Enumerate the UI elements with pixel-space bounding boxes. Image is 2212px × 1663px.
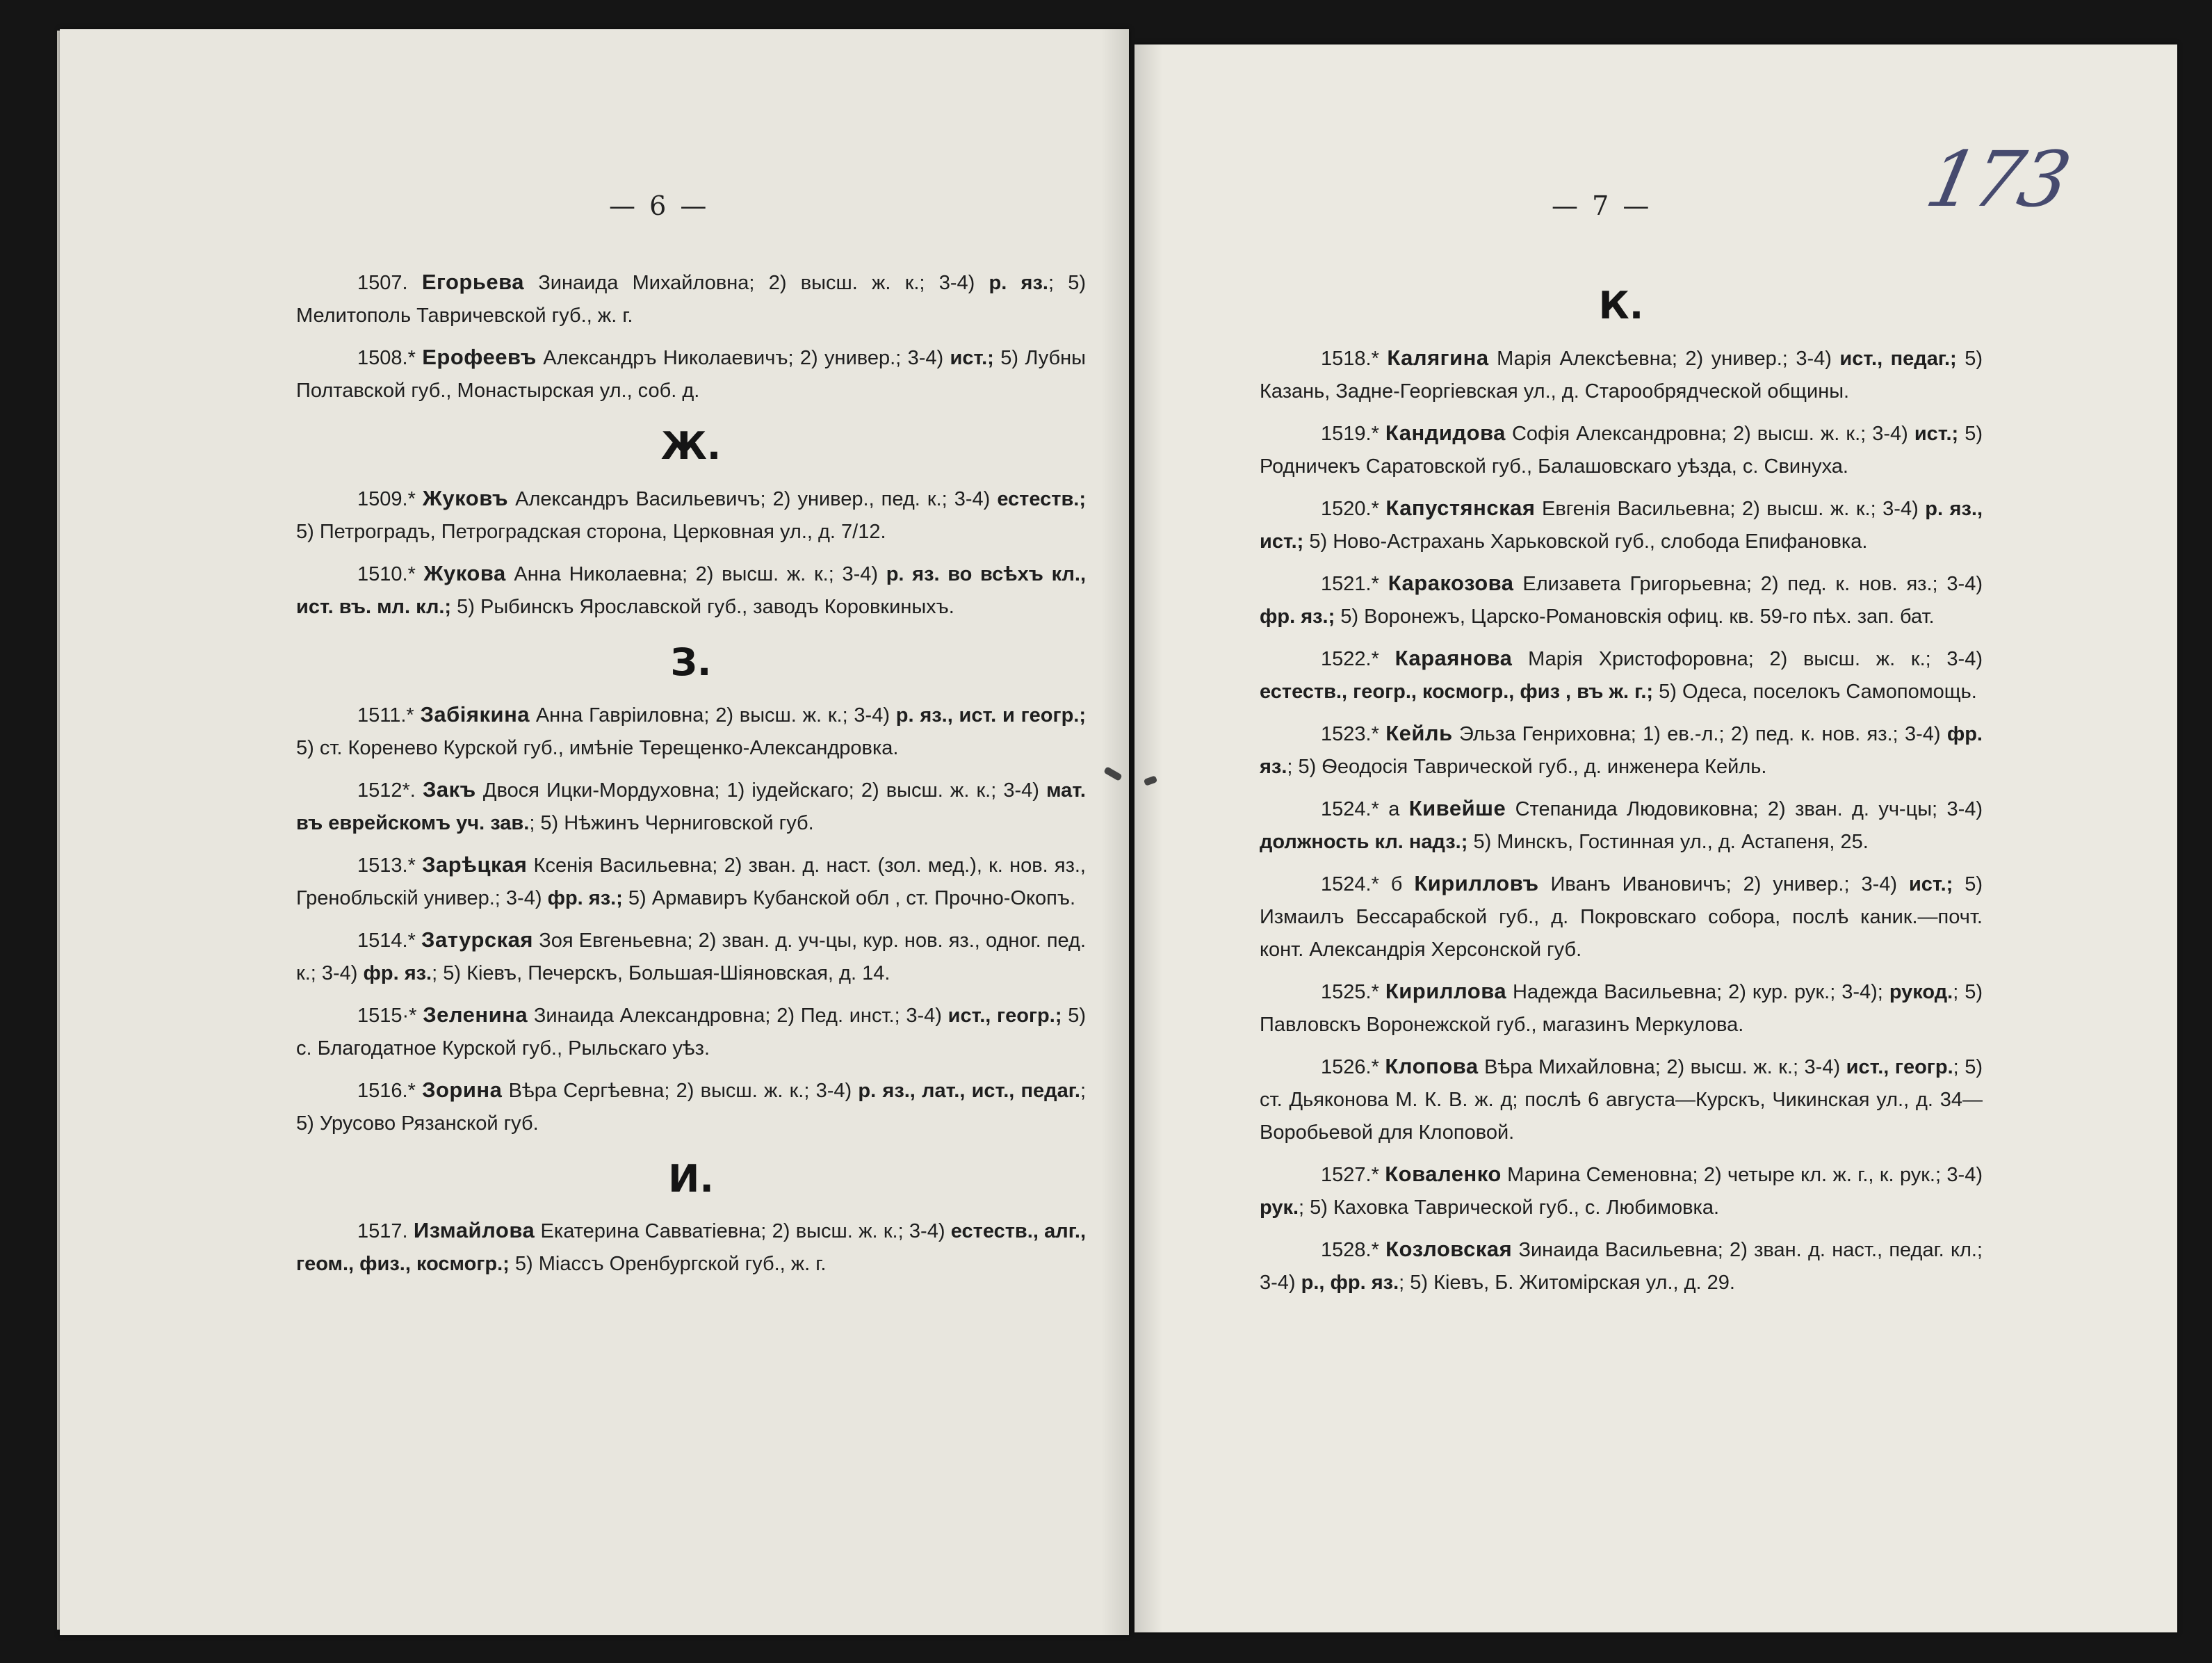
entry-subjects: ист., педаг.; <box>1839 347 1957 370</box>
entry-number: 1517. <box>357 1220 408 1243</box>
entry-details: Софія Александровна; 2) высш. ж. к.; 3-4) <box>1505 422 1914 445</box>
entry-number: 1512*. <box>357 779 416 802</box>
entry-details: Евгенія Васильевна; 2) высш. ж. к.; 3-4) <box>1535 497 1926 520</box>
register-entry <box>1260 567 1983 633</box>
entry-number: 1508.* <box>357 347 416 369</box>
entry-number: 1518.* <box>1321 347 1379 370</box>
page-number: — 6 — <box>609 190 710 221</box>
entry-number: 1520.* <box>1321 497 1379 520</box>
entry-number: 1521.* <box>1321 572 1379 595</box>
page-number: — 7 — <box>1552 190 1652 221</box>
entry-subjects: фр. яз.; <box>1260 605 1335 628</box>
entry-number: 1524.* а <box>1321 797 1400 820</box>
entry-details: Эльза Генриховна; 1) ев.-л.; 2) пед. к. нов. яз.; 3-4) <box>1452 722 1947 745</box>
entry-details: Марина Семеновна; 2) четыре кл. ж. г., к. рук.; 3-4) <box>1501 1163 1983 1186</box>
section-letter-heading: Ж. <box>660 424 722 468</box>
entry-surname: Караянова <box>1394 645 1513 670</box>
entry-surname: Клопова <box>1385 1053 1479 1078</box>
entry-subjects: р. яз., лат., ист., педаг. <box>858 1079 1080 1102</box>
entry-number: 1527.* <box>1321 1163 1379 1186</box>
entry-details: Александръ Николаевичъ; 2) универ.; 3-4) <box>536 347 950 369</box>
entry-details: 5) Рыбинскъ Ярославской губ., заводъ Коровкиныхъ. <box>451 595 954 618</box>
entry-details: Анна Гавріиловна; 2) высш. ж. к.; 3-4) <box>530 704 896 727</box>
register-entry <box>296 923 1086 990</box>
entry-details: 5) с. Благодатное Курской губ., Рыльскаго уѣз. <box>296 1004 1086 1060</box>
left-page <box>60 29 1129 1635</box>
entry-number: 1507. <box>357 272 408 294</box>
entry-number: 1523.* <box>1321 722 1379 745</box>
entry-details: 5) Воронежъ, Царско-Романовскія офиц. кв. 59-го пѣх. зап. бат. <box>1335 605 1935 628</box>
register-entry <box>1260 341 1983 408</box>
entry-details: Степанида Людовиковна; 2) зван. д. уч-цы; 3-4) <box>1506 797 1983 820</box>
entry-subjects: фр. яз. <box>1260 722 1983 778</box>
entry-details: ; 5) Кіевъ, Б. Житомірская ул., д. 29. <box>1399 1271 1735 1294</box>
register-entry <box>1260 717 1983 784</box>
entry-details: 5) Петроградъ, Петроградская сторона, Церковная ул., д. 7/12. <box>296 520 886 543</box>
entry-subjects: р. яз., ист.; <box>1260 497 1983 553</box>
section-letter-heading: З. <box>670 640 712 684</box>
entry-details: Елизавета Григорьевна; 2) пед. к. нов. яз.; 3-4) <box>1513 572 1983 595</box>
entry-details: 5) Армавиръ Кубанской обл , ст. Прочно-Окопъ. <box>622 886 1076 909</box>
right-page-content <box>1260 267 1983 1308</box>
archive-handwritten-number: 173 <box>1919 135 2076 224</box>
register-entry <box>296 698 1086 765</box>
entry-subjects: естеств.; <box>997 487 1087 510</box>
entry-surname: Измайлова <box>413 1218 535 1243</box>
entry-surname: Ерофеевъ <box>422 345 537 369</box>
register-entry <box>1260 867 1983 966</box>
register-entry <box>296 557 1086 624</box>
gutter-shadow <box>1135 44 1162 1632</box>
register-entry <box>296 482 1086 549</box>
entry-surname: Забіякина <box>420 701 530 727</box>
register-entry <box>1260 1158 1983 1224</box>
entry-surname: Капустянская <box>1385 495 1536 520</box>
entry-details: Зинаида Михайловна; 2) высш. ж. к.; 3-4) <box>524 272 989 294</box>
entry-number: 1524.* б <box>1321 873 1403 895</box>
entry-subjects: фр. яз.; <box>547 886 623 909</box>
entry-subjects: р. яз. во всѣхъ кл., ист. въ. мл. кл.; <box>296 562 1087 618</box>
entry-details: 5) Минскъ, Гостинная ул., д. Астапеня, 25. <box>1467 830 1869 853</box>
entry-surname: Калягина <box>1387 345 1489 370</box>
register-entry <box>1260 975 1983 1041</box>
entry-details: 5) Родничекъ Саратовской губ., Балашовскаго уѣзда, с. Свинуха. <box>1260 422 1983 478</box>
entry-details: ; 5) Кіевъ, Печерскъ, Большая-Шіяновская, д. 14. <box>432 962 891 984</box>
entry-subjects: естеств., алг., геом., физ., космогр.; <box>296 1220 1087 1276</box>
entry-subjects: р., фр. яз. <box>1301 1271 1399 1294</box>
entry-surname: Затурская <box>421 927 534 952</box>
entry-subjects: рукод. <box>1889 980 1953 1003</box>
entry-details: ; 5) ст. Дьяконова М. К. В. ж. д; послѣ 6 августа—Курскъ, Чикинская ул., д. 34—Воробьевой для Клоповой. <box>1260 1055 1983 1144</box>
entry-subjects: должность кл. надз.; <box>1260 830 1468 853</box>
entry-number: 1513.* <box>357 854 416 877</box>
section-letter-heading: И. <box>668 1156 714 1201</box>
entry-details: 5) Одеса, поселокъ Самопомощь. <box>1653 680 1977 703</box>
entry-details: 5) Ново-Астрахань Харьковской губ., слобода Епифановка. <box>1303 530 1868 553</box>
entry-surname: Зеленина <box>423 1002 528 1027</box>
entry-surname: Кирилловъ <box>1414 870 1539 895</box>
entry-surname: Кандидова <box>1385 420 1506 445</box>
entry-surname: Закъ <box>422 777 476 802</box>
entry-details: Александръ Васильевичъ; 2) универ., пед. к.; 3-4) <box>508 487 998 510</box>
entry-details: Анна Николаевна; 2) высш. ж. к.; 3-4) <box>505 562 886 585</box>
entry-surname: Кейль <box>1385 720 1453 745</box>
entry-surname: Коваленко <box>1385 1161 1502 1186</box>
entry-surname: Зарѣцкая <box>422 852 528 877</box>
entry-details: Надежда Васильевна; 2) кур. рук.; 3-4); <box>1506 980 1889 1003</box>
entry-details: ; 5) Павловскъ Воронежской губ., магазинъ Меркулова. <box>1260 980 1983 1036</box>
right-page <box>1135 44 2177 1632</box>
entry-surname: Егорьева <box>421 270 525 294</box>
register-entry <box>1260 416 1983 483</box>
entry-surname: Кивейше <box>1408 795 1506 820</box>
register-entry <box>1260 1233 1983 1299</box>
register-entry <box>1260 642 1983 708</box>
left-page-content <box>296 266 1086 1289</box>
entry-number: 1509.* <box>357 487 416 510</box>
entry-number: 1516.* <box>357 1079 416 1102</box>
entry-number: 1511.* <box>357 704 414 727</box>
entry-details: Вѣра Сергѣевна; 2) высш. ж. к.; 3-4) <box>502 1079 859 1102</box>
entry-subjects: ист.; <box>1908 873 1953 895</box>
register-entry <box>296 1214 1086 1281</box>
entry-subjects: фр. яз. <box>363 962 432 984</box>
entry-details: 5) Міассъ Оренбургской губ., ж. г. <box>509 1253 827 1276</box>
entry-surname: Жуковъ <box>422 485 509 510</box>
entry-details: ; 5) Каховка Таврической губ., с. Любимовка. <box>1299 1196 1720 1219</box>
entry-subjects: ист.; <box>950 347 994 369</box>
entry-subjects: рук. <box>1260 1196 1299 1219</box>
entry-details: ; 5) Ѳеодосія Таврической губ., д. инженера Кейль. <box>1287 755 1767 778</box>
entry-surname: Кириллова <box>1385 978 1507 1003</box>
entry-details: ; 5) Мелитополь Тавричевской губ., ж. г. <box>296 272 1087 327</box>
entry-details: Зинаида Васильевна; 2) зван. д. наст., педаг. кл.; 3-4) <box>1260 1238 1983 1294</box>
entry-details: 5) ст. Кореневo Курской губ., имѣніе Терещенко-Александровка. <box>296 736 899 759</box>
gutter-shadow <box>1101 29 1129 1635</box>
entry-details: Иванъ Ивановичъ; 2) универ.; 3-4) <box>1538 873 1909 895</box>
entry-number: 1514.* <box>357 929 416 952</box>
register-entry <box>296 998 1086 1065</box>
entry-details: Зинаида Александровна; 2) Пед. инст.; 3-4) <box>528 1004 948 1027</box>
register-entry <box>296 773 1086 840</box>
entry-subjects: ист., геогр.; <box>948 1004 1062 1027</box>
entry-subjects: р. яз., ист. и геогр.; <box>895 704 1087 727</box>
entry-details: ; 5) Нѣжинъ Черниговской губ. <box>529 811 814 834</box>
register-entry <box>296 1073 1086 1140</box>
entry-details: Марія Алексѣевна; 2) универ.; 3-4) <box>1488 347 1840 370</box>
entry-subjects: ист., геогр. <box>1846 1055 1953 1078</box>
entry-number: 1522.* <box>1321 647 1379 670</box>
entry-number: 1528.* <box>1321 1238 1379 1261</box>
entry-details: Екатерина Савватіевна; 2) высш. ж. к.; 3-4) <box>535 1220 951 1243</box>
entry-details: 5) Казань, Задне-Георгіевская ул., д. Старообрядческой общины. <box>1260 347 1983 403</box>
entry-number: 1526.* <box>1321 1055 1379 1078</box>
register-entry <box>1260 792 1983 859</box>
entry-number: 1519.* <box>1321 422 1379 445</box>
entry-details: 5) Лубны Полтавской губ., Монастырская ул., соб. д. <box>296 347 1087 402</box>
entry-details: Зоя Евгеньевна; 2) зван. д. уч-цы, кур. нов. яз., одног. пед. к.; 3-4) <box>296 929 1086 984</box>
register-entry <box>296 341 1086 407</box>
entry-number: 1525.* <box>1321 980 1379 1003</box>
entry-number: 1510.* <box>357 562 416 585</box>
section-letter-heading: К. <box>1598 284 1644 327</box>
entry-details: 5) Измаилъ Бессарабской губ., д. Покровскаго собора, послѣ каник.—почт. конт. Александрія Херсонской губ. <box>1260 873 1983 961</box>
register-entry <box>1260 492 1983 558</box>
register-entry <box>296 848 1086 915</box>
entry-subjects: мат. въ еврейскомъ уч. зав. <box>296 779 1086 834</box>
entry-subjects: ист.; <box>1914 422 1959 445</box>
entry-surname: Козловская <box>1385 1236 1513 1261</box>
entry-details: Ксенія Васильевна; 2) зван. д. наст. (зол. мед.), к. нов. яз., Гренобльскій универ.; 3-4) <box>296 854 1086 909</box>
entry-details: Двося Ицки-Мордуховна; 1) іудейскаго; 2) высш. ж. к.; 3-4) <box>475 779 1047 802</box>
entry-subjects: р. яз. <box>989 272 1048 294</box>
entry-number: 1515·* <box>357 1004 417 1027</box>
entry-surname: Каракозова <box>1388 570 1514 595</box>
register-entry <box>1260 1050 1983 1149</box>
entry-surname: Зорина <box>422 1077 503 1102</box>
entry-details: Вѣра Михайловна; 2) высш. ж. к.; 3-4) <box>1478 1055 1846 1078</box>
entry-details: Марія Христофоровна; 2) высш. ж. к.; 3-4) <box>1512 647 1983 670</box>
entry-subjects: естеств., геогр., космогр., физ , въ ж. г.; <box>1260 680 1654 703</box>
register-entry <box>296 266 1086 332</box>
entry-details: ; 5) Урусово Рязанской губ. <box>296 1079 1086 1135</box>
entry-surname: Жукова <box>423 560 506 585</box>
